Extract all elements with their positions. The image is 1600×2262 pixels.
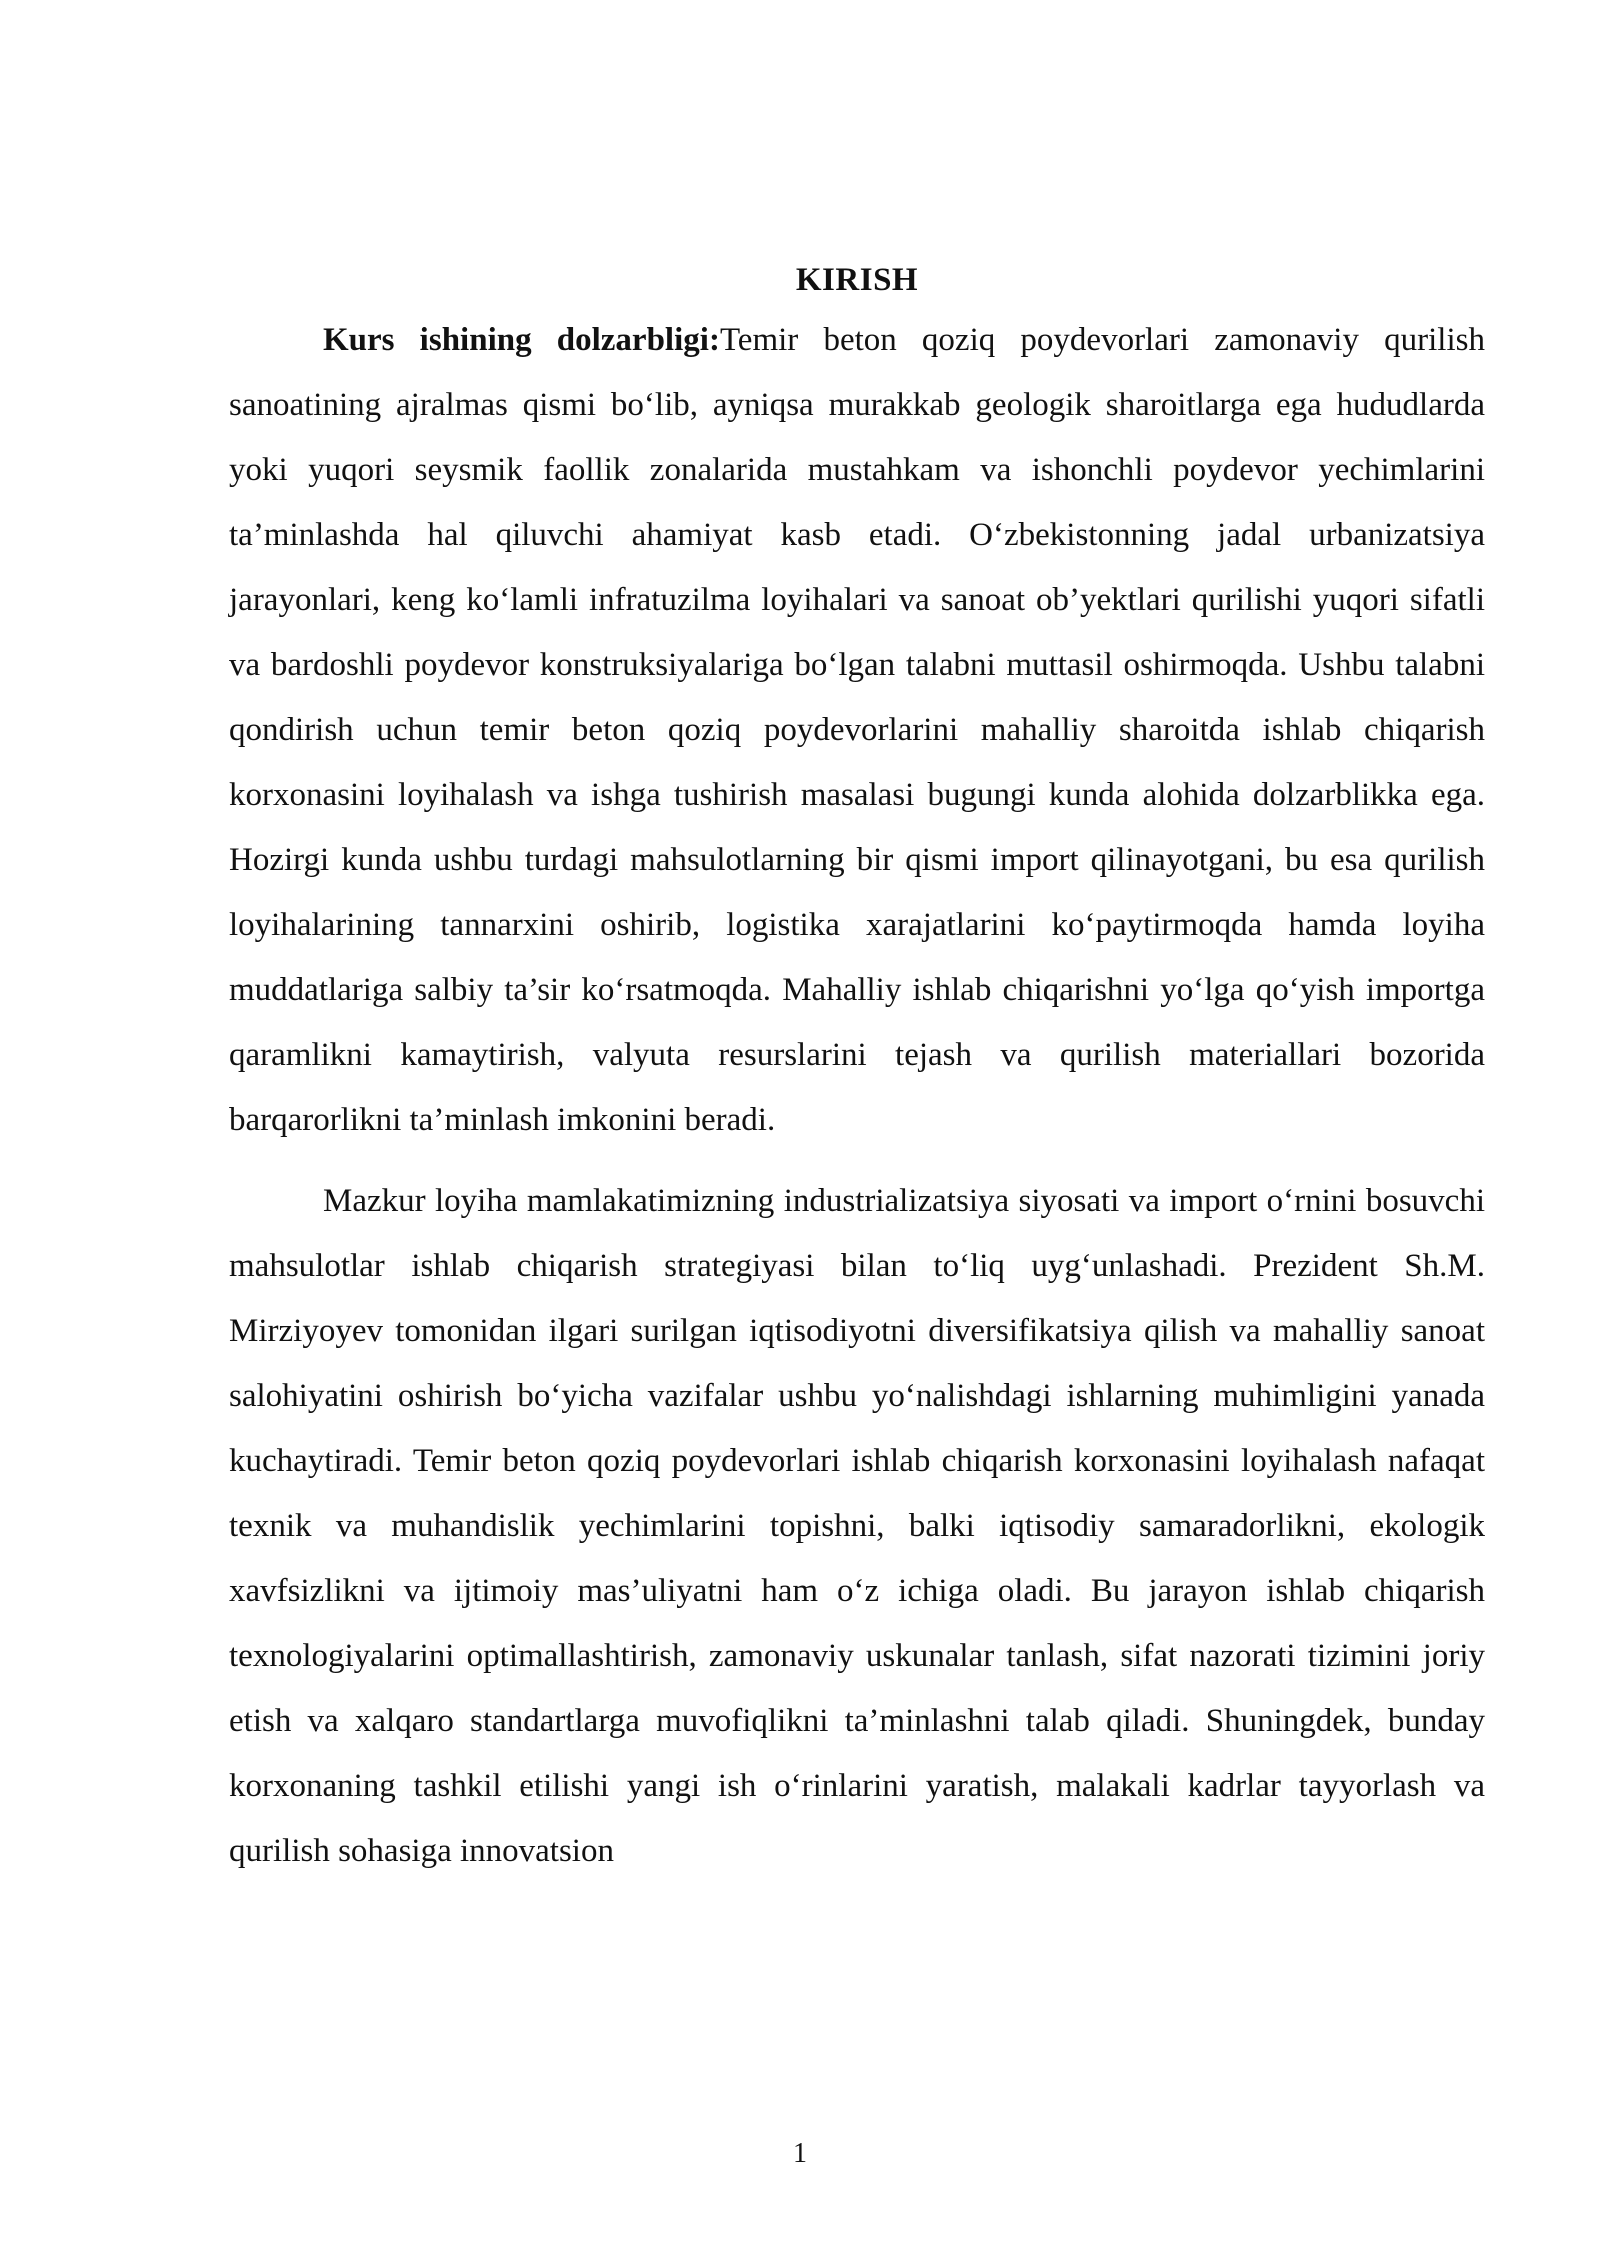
paragraph-project xyxy=(229,1169,1485,1884)
section-title: KIRISH xyxy=(795,262,919,298)
paragraph-text: Temir beton qoziq poydevorlari zamonaviy qurilish sanoatining ajralmas qismi bo‘lib, ayniqsa murakkab geologik sharoitlarga ega hududlarda yoki yuqori seysmik faollik zonalarida mustahkam va ishonchli poydevor yechimlarini ta’minlashda hal qiluvchi ahamiyat kasb etadi. O‘zbekistonning jadal urbanizatsiya jarayonlari, keng ko‘lamli infratuzilma loyihalari va sanoat ob’yektlari qurilishi yuqori sifatli va bardoshli poydevor konstruksiyalariga bo‘lgan talabni muttasil oshirmoqda. Ushbu talabni qondirish uchun temir beton qoziq poydevorlarini mahalliy sharoitda ishlab chiqarish korxonasini loyihalash va ishga tushirish masalasi bugungi kunda alohida dolzarblikka ega. Hozirgi kunda ushbu turdagi mahsulotlarning bir qismi import qilinayotgani, bu esa qurilish loyihalarining tannarxini oshirib, logistika xarajatlarini ko‘paytirmoqda hamda loyiha muddatlariga salbiy ta’sir ko‘rsatmoqda. Mahalliy ishlab chiqarishni yo‘lga qo‘yish importga qaramlikni kamaytirish, valyuta resurslarini tejash va qurilish materiallari bozorida barqarorlikni ta’minlash imkonini beradi. xyxy=(229,322,1485,1138)
paragraph-text: Mazkur loyiha mamlakatimizning industrializatsiya siyosati va import o‘rnini bosuvchi mahsulotlar ishlab chiqarish strategiyasi bilan to‘liq uyg‘unlashadi. Prezident Sh.M. Mirziyoyev tomonidan ilgari surilgan iqtisodiyotni diversifikatsiya qilish va mahalliy sanoat salohiyatini oshirish bo‘yicha vazifalar ushbu yo‘nalishdagi ishlarning muhimligini yanada kuchaytiradi. Temir beton qoziq poydevorlari ishlab chiqarish korxonasini loyihalash nafaqat texnik va muhandislik yechimlarini topishni, balki iqtisodiy samaradorlikni, ekologik xavfsizlikni va ijtimoiy mas’uliyatni ham o‘z ichiga oladi. Bu jarayon ishlab chiqarish texnologiyalarini optimallashtirish, zamonaviy uskunalar tanlash, sifat nazorati tizimini joriy etish va xalqaro standartlarga muvofiqlikni ta’minlashni talab qiladi. Shuningdek, bunday korxonaning tashkil etilishi yangi ish o‘rinlarini yaratish, malakali kadrlar tayyorlash va qurilish sohasiga innovatsion xyxy=(229,1183,1485,1869)
paragraph-lead-heading: Kurs ishining dolzarbligi: xyxy=(323,322,720,358)
page-body xyxy=(229,252,1485,1884)
page-number: 1 xyxy=(793,2138,807,2169)
paragraph-relevance xyxy=(229,308,1485,1153)
